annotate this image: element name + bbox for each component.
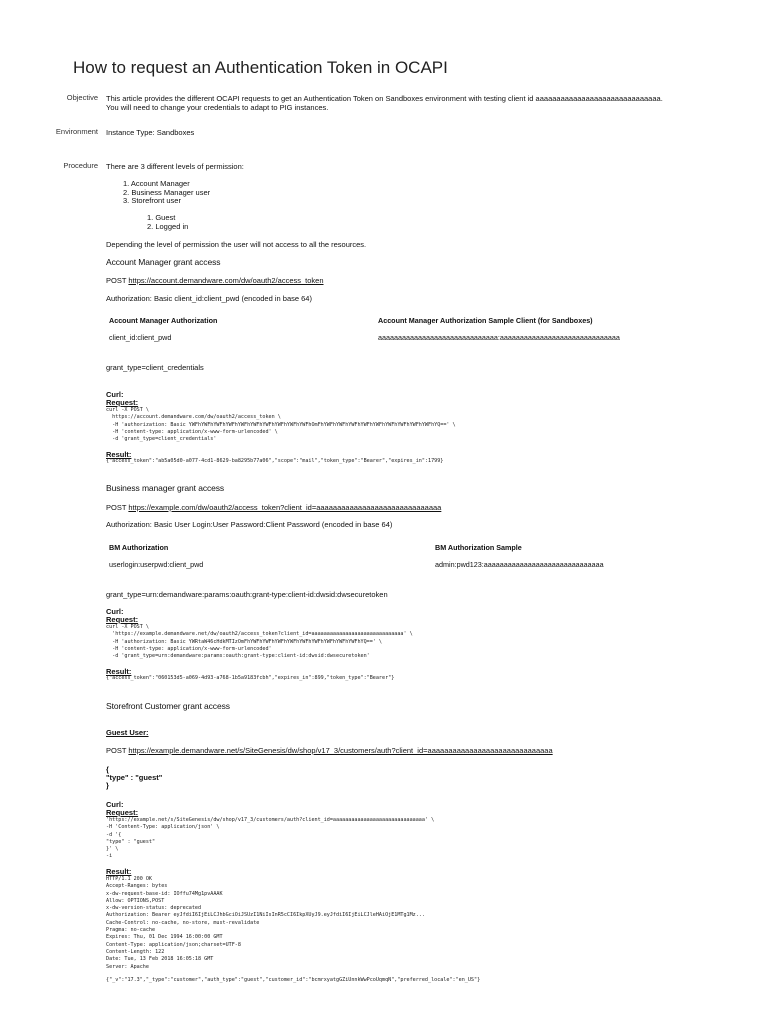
sf-result-json: {"_v":"17.3","_type":"customer","auth_type":"guest","customer_id":"bcmrxyatgGZiUnnkWwPcoUqmqN","preferred_locale":"en_US"} [106,977,481,983]
body-open-brace: { [106,765,109,774]
business-manager-auth-line: Authorization: Basic User Login:User Password:Client Password (encoded in base 64) [106,520,393,529]
am-grant-type: grant_type=client_credentials [106,363,204,372]
body-type-line: "type" : "guest" [106,773,163,782]
account-manager-post [106,276,324,285]
sf-result-headers: HTTP/1.1 200 OK Accept-Ranges: bytes x-dw-request-base-id: IOffu74Mg1pvAAAK Allow: OPTIONS,POST x-dw-version-status: deprecated Authorization: Bearer eyJfdiI6IjEiLCJhbGciOiJSUzI1NiIsInR5cCI6IkpXUyJ9.eyJfdiI6IjEiLCJleHAiOjE1MTg1Mz... Cache-Control: no-cache, no-store, must-revalidate Pragma: no-cache Expires: Thu, 01 Dec 1994 16:00:00 GMT Content-Type: application/json;charset=UTF-8 Content-Length: 122 Date: Tue, 13 Feb 2018 16:05:18 GMT Server: Apache [106,876,425,970]
procedure-intro: There are 3 different levels of permission: [106,162,244,171]
account-manager-heading: Account Manager grant access [106,257,221,267]
page-title: How to request an Authentication Token in OCAPI [73,58,448,77]
account-manager-endpoint-link[interactable]: https://account.demandware.com/dw/oauth2/access_token [128,276,324,285]
account-manager-auth-line: Authorization: Basic client_id:client_pwd (encoded in base 64) [106,294,312,303]
bm-table-header-1: BM Authorization [109,543,169,552]
bm-result-code: {"access_token":"060153d5-a069-4d93-a768-1b5a9183fcbh","expires_in":899,"token_type":"Bearer"} [106,675,395,681]
guest-user-label: Guest User: [106,728,149,737]
objective-line-2: You will need to change your credentials to adapt to PIG instances. [106,103,329,112]
storefront-post [106,746,553,755]
am-table-header-2: Account Manager Authorization Sample Client (for Sandboxes) [378,316,593,325]
list-item: 1. Account Manager [123,179,190,188]
storefront-heading: Storefront Customer grant access [106,701,230,711]
bm-table-cell-1: userlogin:userpwd:client_pwd [109,560,204,569]
sf-result-label: Result: [106,867,132,876]
post-method-label: POST [106,503,127,512]
list-item: 3. Storefront user [123,196,181,206]
environment-label: Environment [55,127,98,136]
storefront-endpoint-link[interactable]: https://example.demandware.net/s/SiteGenesis/dw/shop/v17_3/customers/auth?client_id=aaaaaaaaaaaaaaaaaaaaaaaaaaaaaa [128,746,553,755]
list-item: 2. Logged in [147,221,189,231]
sf-request-code: 'https://example.net/s/SiteGenesis/dw/shop/v17_3/customers/auth?client_id=aaaaaaaaaaaaaaaaaaaaaaaaaaaaaa' \ -H 'Content-Type: application/json' \ -d '{ "type" : "guest" }' \ -i [106,817,435,860]
sf-curl-label: Curl: [106,800,124,809]
objective-line-1: This article provides the different OCAPI requests to get an Authentication Token on Sandboxes environment with testing client id aaaaaaaaaaaaaaaaaaaaaaaaaaaaaa. [106,94,663,103]
am-table-cell-2: aaaaaaaaaaaaaaaaaaaaaaaaaaaaaa:aaaaaaaaaaaaaaaaaaaaaaaaaaaaaa [378,333,620,342]
objective-label: Objective [66,93,98,102]
procedure-note: Depending the level of permission the user will not access to all the resources. [106,240,367,249]
post-method-label: POST [106,746,127,755]
list-item: 2. Business Manager user [123,187,211,197]
am-request-label: Request: [106,398,139,407]
environment-value: Instance Type: Sandboxes [106,128,195,137]
sf-request-label: Request: [106,808,139,817]
business-manager-endpoint-link[interactable]: https://example.com/dw/oauth2/access_token?client_id=aaaaaaaaaaaaaaaaaaaaaaaaaaaaaa [128,503,442,512]
storefront-sublevels-list [147,214,188,231]
business-manager-heading: Business manager grant access [106,483,225,493]
business-manager-post [106,503,441,512]
bm-curl-label: Curl: [106,607,124,616]
bm-table-header-2: BM Authorization Sample [435,543,522,552]
am-table-header-1: Account Manager Authorization [109,316,218,325]
body-close-brace: } [106,781,109,790]
am-table-cell-1: client_id:client_pwd [109,333,172,342]
bm-result-label: Result: [106,667,132,676]
am-result-code: {"access_token":"ab5a05d0-a077-4cd1-8629-ba8295b77a06","scope":"mail","token_type":"Bearer","expires_in":1799} [106,458,444,464]
list-item: 1. Guest [147,213,176,222]
am-curl-label: Curl: [106,390,124,399]
bm-grant-type: grant_type=urn:demandware:params:oauth:grant-type:client-id:dwsid:dwsecuretoken [106,590,388,599]
procedure-label: Procedure [63,161,98,170]
bm-request-label: Request: [106,615,139,624]
post-method-label: POST [106,276,127,285]
bm-table-cell-2: admin:pwd123:aaaaaaaaaaaaaaaaaaaaaaaaaaaaaa [435,560,604,569]
am-request-code: curl -X POST \ https://account.demandware.com/dw/oauth2/access_token \ -H 'authorization: Basic YWFhYWFhYWFhYWFhYWFhYWFhYWFhYWFhYWFhYWFhOmFhYWFhYWFhYWFhYWFhYWFhYWFhYWFhYWFhYWFhYQ==' \ -H 'content-type: application/x-www-form-urlencoded' \ -d 'grant_type=client_credentials' [106,407,456,443]
permission-levels-list [123,180,210,206]
bm-request-code: curl -X POST \ 'https://example.demandware.net/dw/oauth2/access_token?client_id=aaaaaaaaaaaaaaaaaaaaaaaaaaaaaa' \ -H 'authorization: Basic YWRtaW46cHdkMTIzOmFhYWFhYWFhYWFhYWFhYWFhYWFhYWFhYWFhYWFhYQ==' \ -H 'content-type: application/x-www-form-urlencoded' -d 'grant_type=urn:demandware:params:oauth:grant-type:client-id:dwsid:dwsecuretoken' [106,624,413,660]
am-result-label: Result: [106,450,132,459]
